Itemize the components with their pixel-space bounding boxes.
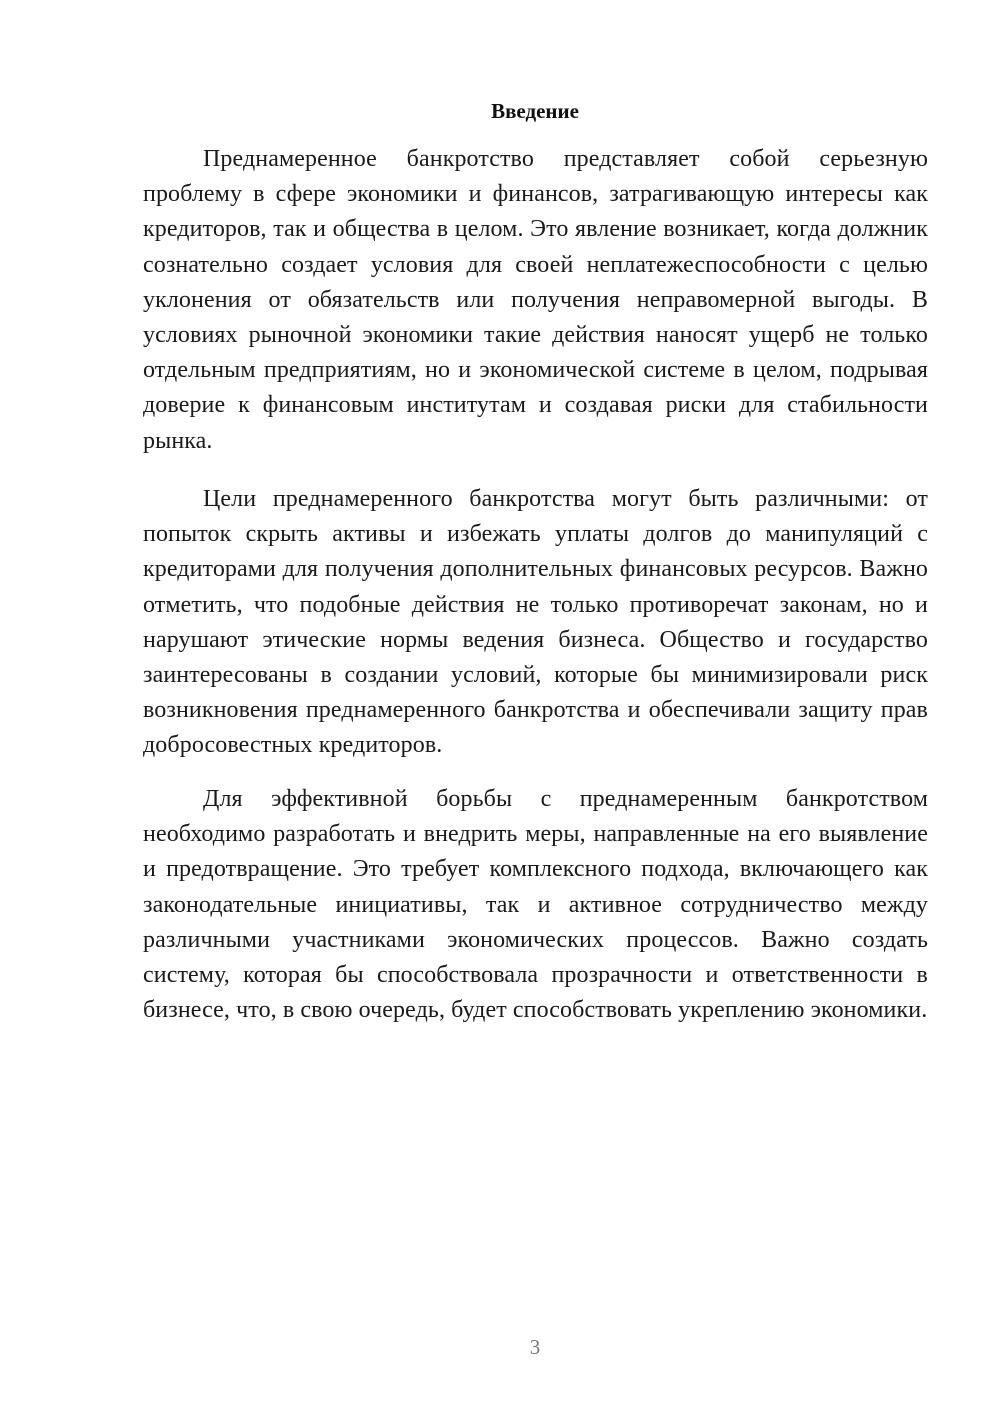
- paragraph-intro: Преднамеренное банкротство представляет собой серьезную проблему в сфере экономики и финансов, затрагивающую интересы как кредиторов, так и общества в целом. Это явление возникает, когда должник сознательно создает условия для своей неплатежеспособности с целью уклонения от обязательств или получения неправомерной выгоды. В условиях рыночной экономики такие действия наносят ущерб не только отдельным предприятиям, но и экономической системе в целом, подрывая доверие к финансовым институтам и создавая риски для стабильности рынка.: [143, 146, 928, 454]
- section-title: Введение: [491, 99, 579, 123]
- paragraph-measures: Для эффективной борьбы с преднамеренным банкротством необходимо разработать и внедрить меры, направленные на его выявление и предотвращение. Это требует комплексного подхода, включающего как законодательные инициативы, так и активное сотрудничество между различными участниками экономических процессов. Важно создать систему, которая бы способствовала прозрачности и ответственности в бизнесе, что, в свою очередь, будет способствовать укреплению экономики.: [143, 786, 928, 1024]
- paragraph-goals: Цели преднамеренного банкротства могут быть различными: от попыток скрыть активы и избежать уплаты долгов до манипуляций с кредиторами для получения дополнительных финансовых ресурсов. Важно отметить, что подобные действия не только противоречат законам, но и нарушают этические нормы ведения бизнеса. Общество и государство заинтересованы в создании условий, которые бы минимизировали риск возникновения преднамеренного банкротства и обеспечивали защиту прав добросовестных кредиторов.: [143, 486, 928, 759]
- page-number: 3: [529, 1335, 541, 1359]
